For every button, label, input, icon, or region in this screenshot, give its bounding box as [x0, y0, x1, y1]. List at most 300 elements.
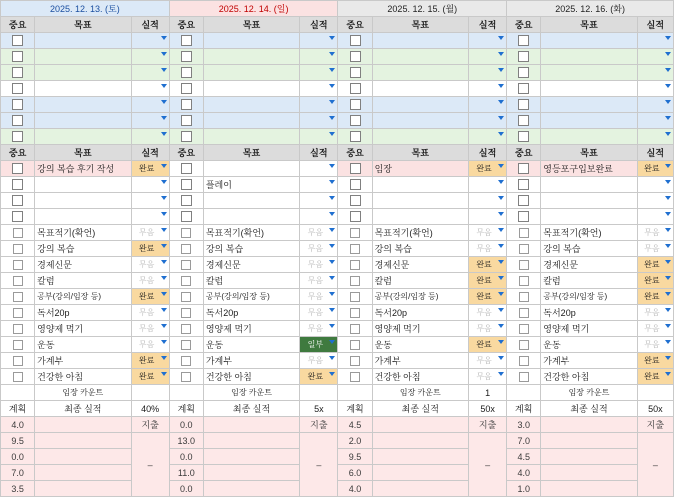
- task-checkbox[interactable]: [507, 305, 541, 321]
- checkbox-icon[interactable]: [350, 308, 360, 318]
- checkbox-cell[interactable]: [338, 113, 372, 129]
- task-result-dropdown[interactable]: [637, 369, 673, 385]
- checkbox-cell[interactable]: [169, 177, 203, 193]
- checkbox-icon[interactable]: [181, 340, 191, 350]
- task-checkbox[interactable]: [169, 305, 203, 321]
- result-dropdown[interactable]: [637, 209, 673, 225]
- checkbox-cell[interactable]: [169, 81, 203, 97]
- chevron-down-icon[interactable]: [665, 292, 671, 296]
- checkbox-icon[interactable]: [518, 195, 529, 206]
- goal-cell[interactable]: [203, 129, 299, 145]
- chevron-down-icon[interactable]: [161, 292, 167, 296]
- goal-cell[interactable]: [541, 113, 637, 129]
- chevron-down-icon[interactable]: [665, 244, 671, 248]
- checkbox-icon[interactable]: [181, 308, 191, 318]
- number-value[interactable]: 0.0: [1, 449, 35, 465]
- checkbox-icon[interactable]: [12, 67, 23, 78]
- chevron-down-icon[interactable]: [498, 276, 504, 280]
- chevron-down-icon[interactable]: [665, 36, 671, 40]
- checkbox-cell[interactable]: [169, 113, 203, 129]
- checkbox-icon[interactable]: [13, 372, 23, 382]
- chevron-down-icon[interactable]: [665, 180, 671, 184]
- chevron-down-icon[interactable]: [329, 292, 335, 296]
- chevron-down-icon[interactable]: [329, 308, 335, 312]
- chevron-down-icon[interactable]: [161, 84, 167, 88]
- checkbox-icon[interactable]: [181, 83, 192, 94]
- chevron-down-icon[interactable]: [498, 292, 504, 296]
- checkbox-cell[interactable]: [169, 129, 203, 145]
- goal-cell[interactable]: [541, 209, 637, 225]
- task-checkbox[interactable]: [1, 305, 35, 321]
- task-checkbox[interactable]: [169, 353, 203, 369]
- checkbox-cell[interactable]: [338, 209, 372, 225]
- chevron-down-icon[interactable]: [161, 68, 167, 72]
- chevron-down-icon[interactable]: [665, 68, 671, 72]
- checkbox-cell[interactable]: [507, 65, 541, 81]
- checkbox-icon[interactable]: [181, 35, 192, 46]
- checkbox-icon[interactable]: [518, 179, 529, 190]
- chevron-down-icon[interactable]: [665, 52, 671, 56]
- checkbox-icon[interactable]: [519, 372, 529, 382]
- task-checkbox[interactable]: [169, 241, 203, 257]
- chevron-down-icon[interactable]: [498, 340, 504, 344]
- task-checkbox[interactable]: [169, 337, 203, 353]
- result-dropdown[interactable]: [637, 193, 673, 209]
- task-result-dropdown[interactable]: [131, 225, 169, 241]
- checkbox-icon[interactable]: [350, 244, 360, 254]
- result-dropdown[interactable]: [131, 97, 169, 113]
- task-checkbox[interactable]: [338, 369, 372, 385]
- task-result-dropdown[interactable]: [131, 369, 169, 385]
- number-value[interactable]: 9.5: [338, 449, 372, 465]
- result-dropdown[interactable]: [300, 193, 338, 209]
- result-dropdown[interactable]: [468, 33, 506, 49]
- task-result-dropdown[interactable]: [300, 241, 338, 257]
- number-value[interactable]: 0.0: [169, 417, 203, 433]
- number-value[interactable]: 0.0: [169, 481, 203, 497]
- checkbox-icon[interactable]: [350, 179, 361, 190]
- chevron-down-icon[interactable]: [161, 228, 167, 232]
- task-checkbox[interactable]: [507, 225, 541, 241]
- checkbox-cell[interactable]: [169, 49, 203, 65]
- result-dropdown[interactable]: [637, 129, 673, 145]
- checkbox-icon[interactable]: [519, 340, 529, 350]
- checkbox-cell[interactable]: [507, 81, 541, 97]
- chevron-down-icon[interactable]: [161, 52, 167, 56]
- task-result-dropdown[interactable]: [131, 257, 169, 273]
- task-checkbox[interactable]: [169, 289, 203, 305]
- number-value[interactable]: 3.5: [1, 481, 35, 497]
- checkbox-icon[interactable]: [181, 195, 192, 206]
- checkbox-icon[interactable]: [13, 228, 23, 238]
- goal-cell[interactable]: [541, 65, 637, 81]
- checkbox-icon[interactable]: [518, 67, 529, 78]
- checkbox-icon[interactable]: [518, 99, 529, 110]
- checkbox-cell[interactable]: [169, 97, 203, 113]
- task-result-dropdown[interactable]: [637, 273, 673, 289]
- goal-cell[interactable]: [541, 129, 637, 145]
- checkbox-icon[interactable]: [12, 83, 23, 94]
- checkbox-cell[interactable]: [169, 161, 203, 177]
- checkbox-icon[interactable]: [350, 195, 361, 206]
- checkbox-icon[interactable]: [519, 276, 529, 286]
- goal-cell[interactable]: [203, 193, 299, 209]
- task-result-dropdown[interactable]: [468, 337, 506, 353]
- chevron-down-icon[interactable]: [665, 372, 671, 376]
- checkbox-cell[interactable]: [1, 177, 35, 193]
- number-value[interactable]: 4.0: [1, 417, 35, 433]
- result-dropdown[interactable]: [131, 193, 169, 209]
- checkbox-icon[interactable]: [13, 276, 23, 286]
- task-checkbox[interactable]: [169, 225, 203, 241]
- chevron-down-icon[interactable]: [665, 212, 671, 216]
- task-checkbox[interactable]: [507, 337, 541, 353]
- chevron-down-icon[interactable]: [161, 132, 167, 136]
- task-checkbox[interactable]: [1, 273, 35, 289]
- number-value[interactable]: 4.5: [507, 449, 541, 465]
- task-result-dropdown[interactable]: [468, 305, 506, 321]
- checkbox-icon[interactable]: [518, 131, 529, 142]
- task-result-dropdown[interactable]: [300, 257, 338, 273]
- checkbox-icon[interactable]: [181, 372, 191, 382]
- chevron-down-icon[interactable]: [498, 372, 504, 376]
- chevron-down-icon[interactable]: [329, 36, 335, 40]
- checkbox-icon[interactable]: [12, 51, 23, 62]
- task-checkbox[interactable]: [507, 353, 541, 369]
- number-value[interactable]: 2.0: [338, 433, 372, 449]
- task-result-dropdown[interactable]: [468, 353, 506, 369]
- result-dropdown[interactable]: [300, 65, 338, 81]
- chevron-down-icon[interactable]: [498, 116, 504, 120]
- checkbox-icon[interactable]: [12, 211, 23, 222]
- checkbox-cell[interactable]: [338, 81, 372, 97]
- task-checkbox[interactable]: [169, 257, 203, 273]
- checkbox-cell[interactable]: [1, 81, 35, 97]
- checkbox-icon[interactable]: [519, 260, 529, 270]
- chevron-down-icon[interactable]: [329, 276, 335, 280]
- checkbox-cell[interactable]: [507, 209, 541, 225]
- imjang-value[interactable]: [300, 385, 338, 401]
- chevron-down-icon[interactable]: [665, 340, 671, 344]
- checkbox-icon[interactable]: [519, 244, 529, 254]
- task-checkbox[interactable]: [338, 305, 372, 321]
- chevron-down-icon[interactable]: [329, 228, 335, 232]
- goal-cell[interactable]: [203, 49, 299, 65]
- result-dropdown[interactable]: [300, 113, 338, 129]
- result-dropdown[interactable]: [637, 161, 673, 177]
- task-result-dropdown[interactable]: [131, 337, 169, 353]
- chevron-down-icon[interactable]: [161, 244, 167, 248]
- checkbox-icon[interactable]: [181, 276, 191, 286]
- task-checkbox[interactable]: [1, 289, 35, 305]
- result-dropdown[interactable]: [637, 65, 673, 81]
- chevron-down-icon[interactable]: [161, 100, 167, 104]
- task-checkbox[interactable]: [507, 289, 541, 305]
- task-result-dropdown[interactable]: [131, 273, 169, 289]
- checkbox-icon[interactable]: [181, 211, 192, 222]
- checkbox-icon[interactable]: [181, 115, 192, 126]
- chevron-down-icon[interactable]: [498, 68, 504, 72]
- checkbox-cell[interactable]: [1, 33, 35, 49]
- result-dropdown[interactable]: [300, 81, 338, 97]
- task-result-dropdown[interactable]: [468, 257, 506, 273]
- number-value[interactable]: 13.0: [169, 433, 203, 449]
- chevron-down-icon[interactable]: [498, 100, 504, 104]
- chevron-down-icon[interactable]: [665, 100, 671, 104]
- checkbox-cell[interactable]: [1, 193, 35, 209]
- chevron-down-icon[interactable]: [665, 228, 671, 232]
- checkbox-icon[interactable]: [518, 211, 529, 222]
- checkbox-icon[interactable]: [518, 83, 529, 94]
- chevron-down-icon[interactable]: [665, 84, 671, 88]
- chevron-down-icon[interactable]: [498, 260, 504, 264]
- task-result-dropdown[interactable]: [468, 289, 506, 305]
- task-result-dropdown[interactable]: [637, 305, 673, 321]
- imjang-value[interactable]: [131, 385, 169, 401]
- chevron-down-icon[interactable]: [329, 340, 335, 344]
- chevron-down-icon[interactable]: [161, 372, 167, 376]
- goal-cell[interactable]: [35, 49, 131, 65]
- result-dropdown[interactable]: [131, 81, 169, 97]
- task-result-dropdown[interactable]: [300, 321, 338, 337]
- task-checkbox[interactable]: [1, 257, 35, 273]
- task-result-dropdown[interactable]: [637, 241, 673, 257]
- result-dropdown[interactable]: [637, 33, 673, 49]
- goal-cell[interactable]: 플레이: [203, 177, 299, 193]
- goal-cell[interactable]: [541, 177, 637, 193]
- goal-cell[interactable]: [35, 33, 131, 49]
- task-result-dropdown[interactable]: [637, 337, 673, 353]
- chevron-down-icon[interactable]: [161, 212, 167, 216]
- number-value[interactable]: 3.0: [507, 417, 541, 433]
- chevron-down-icon[interactable]: [161, 164, 167, 168]
- chevron-down-icon[interactable]: [161, 180, 167, 184]
- goal-cell[interactable]: [541, 49, 637, 65]
- task-result-dropdown[interactable]: [131, 321, 169, 337]
- checkbox-icon[interactable]: [13, 260, 23, 270]
- chevron-down-icon[interactable]: [498, 196, 504, 200]
- task-checkbox[interactable]: [169, 273, 203, 289]
- goal-cell[interactable]: [35, 113, 131, 129]
- checkbox-icon[interactable]: [350, 292, 360, 302]
- checkbox-cell[interactable]: [1, 49, 35, 65]
- task-checkbox[interactable]: [338, 353, 372, 369]
- goal-cell[interactable]: [203, 113, 299, 129]
- task-checkbox[interactable]: [507, 257, 541, 273]
- checkbox-icon[interactable]: [13, 308, 23, 318]
- task-checkbox[interactable]: [507, 273, 541, 289]
- task-checkbox[interactable]: [507, 321, 541, 337]
- chevron-down-icon[interactable]: [161, 36, 167, 40]
- checkbox-icon[interactable]: [181, 356, 191, 366]
- checkbox-icon[interactable]: [181, 292, 191, 302]
- goal-cell[interactable]: [372, 49, 468, 65]
- task-result-dropdown[interactable]: [300, 225, 338, 241]
- checkbox-cell[interactable]: [338, 177, 372, 193]
- checkbox-icon[interactable]: [350, 163, 361, 174]
- checkbox-icon[interactable]: [350, 115, 361, 126]
- checkbox-cell[interactable]: [338, 193, 372, 209]
- checkbox-icon[interactable]: [181, 163, 192, 174]
- checkbox-cell[interactable]: [169, 65, 203, 81]
- task-result-dropdown[interactable]: [300, 305, 338, 321]
- task-result-dropdown[interactable]: [131, 289, 169, 305]
- task-checkbox[interactable]: [338, 273, 372, 289]
- task-result-dropdown[interactable]: [468, 321, 506, 337]
- checkbox-icon[interactable]: [350, 131, 361, 142]
- checkbox-icon[interactable]: [181, 228, 191, 238]
- goal-cell[interactable]: [372, 113, 468, 129]
- checkbox-icon[interactable]: [350, 35, 361, 46]
- chevron-down-icon[interactable]: [665, 132, 671, 136]
- goal-cell[interactable]: [203, 161, 299, 177]
- task-checkbox[interactable]: [1, 225, 35, 241]
- checkbox-cell[interactable]: [338, 97, 372, 113]
- chevron-down-icon[interactable]: [665, 276, 671, 280]
- chevron-down-icon[interactable]: [329, 132, 335, 136]
- task-result-dropdown[interactable]: [468, 225, 506, 241]
- checkbox-icon[interactable]: [519, 228, 529, 238]
- result-dropdown[interactable]: [468, 209, 506, 225]
- checkbox-cell[interactable]: [507, 161, 541, 177]
- task-result-dropdown[interactable]: [637, 225, 673, 241]
- number-value[interactable]: 7.0: [507, 433, 541, 449]
- task-checkbox[interactable]: [1, 369, 35, 385]
- goal-cell[interactable]: [541, 81, 637, 97]
- chevron-down-icon[interactable]: [329, 116, 335, 120]
- chevron-down-icon[interactable]: [498, 228, 504, 232]
- task-checkbox[interactable]: [338, 225, 372, 241]
- imjang-value[interactable]: 1: [468, 385, 506, 401]
- goal-cell[interactable]: [372, 81, 468, 97]
- goal-cell[interactable]: [203, 209, 299, 225]
- chevron-down-icon[interactable]: [329, 212, 335, 216]
- number-value[interactable]: 4.0: [338, 481, 372, 497]
- checkbox-icon[interactable]: [181, 244, 191, 254]
- task-result-dropdown[interactable]: [637, 257, 673, 273]
- chevron-down-icon[interactable]: [329, 68, 335, 72]
- goal-cell[interactable]: [35, 65, 131, 81]
- task-checkbox[interactable]: [1, 321, 35, 337]
- result-dropdown[interactable]: [468, 81, 506, 97]
- chevron-down-icon[interactable]: [665, 324, 671, 328]
- result-dropdown[interactable]: [131, 161, 169, 177]
- chevron-down-icon[interactable]: [161, 196, 167, 200]
- chevron-down-icon[interactable]: [329, 324, 335, 328]
- checkbox-icon[interactable]: [12, 195, 23, 206]
- number-value[interactable]: 4.5: [338, 417, 372, 433]
- checkbox-icon[interactable]: [181, 51, 192, 62]
- task-checkbox[interactable]: [338, 337, 372, 353]
- checkbox-icon[interactable]: [350, 340, 360, 350]
- task-checkbox[interactable]: [169, 369, 203, 385]
- task-checkbox[interactable]: [507, 241, 541, 257]
- chevron-down-icon[interactable]: [665, 164, 671, 168]
- checkbox-icon[interactable]: [13, 292, 23, 302]
- checkbox-cell[interactable]: [1, 129, 35, 145]
- chevron-down-icon[interactable]: [161, 308, 167, 312]
- chevron-down-icon[interactable]: [161, 116, 167, 120]
- task-result-dropdown[interactable]: [300, 273, 338, 289]
- task-result-dropdown[interactable]: [637, 353, 673, 369]
- result-dropdown[interactable]: [300, 177, 338, 193]
- chevron-down-icon[interactable]: [498, 244, 504, 248]
- task-result-dropdown[interactable]: [300, 353, 338, 369]
- task-checkbox[interactable]: [338, 289, 372, 305]
- checkbox-icon[interactable]: [350, 324, 360, 334]
- imjang-value[interactable]: [637, 385, 673, 401]
- checkbox-icon[interactable]: [519, 308, 529, 318]
- task-result-dropdown[interactable]: [131, 241, 169, 257]
- goal-cell[interactable]: [372, 193, 468, 209]
- result-dropdown[interactable]: [637, 49, 673, 65]
- chevron-down-icon[interactable]: [329, 180, 335, 184]
- task-result-dropdown[interactable]: [468, 241, 506, 257]
- result-dropdown[interactable]: [637, 177, 673, 193]
- chevron-down-icon[interactable]: [161, 356, 167, 360]
- task-checkbox[interactable]: [169, 321, 203, 337]
- result-dropdown[interactable]: [131, 209, 169, 225]
- checkbox-icon[interactable]: [181, 67, 192, 78]
- chevron-down-icon[interactable]: [498, 308, 504, 312]
- result-dropdown[interactable]: [300, 49, 338, 65]
- result-dropdown[interactable]: [300, 161, 338, 177]
- task-result-dropdown[interactable]: [468, 369, 506, 385]
- checkbox-cell[interactable]: [1, 161, 35, 177]
- task-result-dropdown[interactable]: [300, 337, 338, 353]
- checkbox-icon[interactable]: [350, 372, 360, 382]
- goal-cell[interactable]: [541, 193, 637, 209]
- goal-cell[interactable]: [541, 97, 637, 113]
- checkbox-icon[interactable]: [12, 99, 23, 110]
- goal-cell[interactable]: [35, 193, 131, 209]
- checkbox-cell[interactable]: [338, 49, 372, 65]
- checkbox-icon[interactable]: [181, 131, 192, 142]
- checkbox-icon[interactable]: [519, 292, 529, 302]
- checkbox-cell[interactable]: [1, 113, 35, 129]
- chevron-down-icon[interactable]: [498, 212, 504, 216]
- checkbox-icon[interactable]: [518, 51, 529, 62]
- chevron-down-icon[interactable]: [329, 372, 335, 376]
- chevron-down-icon[interactable]: [498, 180, 504, 184]
- chevron-down-icon[interactable]: [665, 308, 671, 312]
- chevron-down-icon[interactable]: [161, 276, 167, 280]
- result-dropdown[interactable]: [131, 65, 169, 81]
- checkbox-icon[interactable]: [350, 356, 360, 366]
- checkbox-cell[interactable]: [338, 129, 372, 145]
- number-value[interactable]: 6.0: [338, 465, 372, 481]
- chevron-down-icon[interactable]: [329, 164, 335, 168]
- goal-cell[interactable]: [372, 97, 468, 113]
- task-checkbox[interactable]: [1, 353, 35, 369]
- checkbox-icon[interactable]: [350, 276, 360, 286]
- checkbox-icon[interactable]: [519, 356, 529, 366]
- task-checkbox[interactable]: [338, 241, 372, 257]
- result-dropdown[interactable]: [468, 113, 506, 129]
- number-value[interactable]: 7.0: [1, 465, 35, 481]
- goal-cell[interactable]: [35, 209, 131, 225]
- chevron-down-icon[interactable]: [329, 356, 335, 360]
- checkbox-icon[interactable]: [181, 99, 192, 110]
- goal-cell[interactable]: [35, 97, 131, 113]
- chevron-down-icon[interactable]: [665, 196, 671, 200]
- checkbox-icon[interactable]: [181, 260, 191, 270]
- goal-cell[interactable]: [203, 97, 299, 113]
- chevron-down-icon[interactable]: [498, 84, 504, 88]
- task-checkbox[interactable]: [1, 241, 35, 257]
- goal-cell[interactable]: [35, 177, 131, 193]
- result-dropdown[interactable]: [468, 177, 506, 193]
